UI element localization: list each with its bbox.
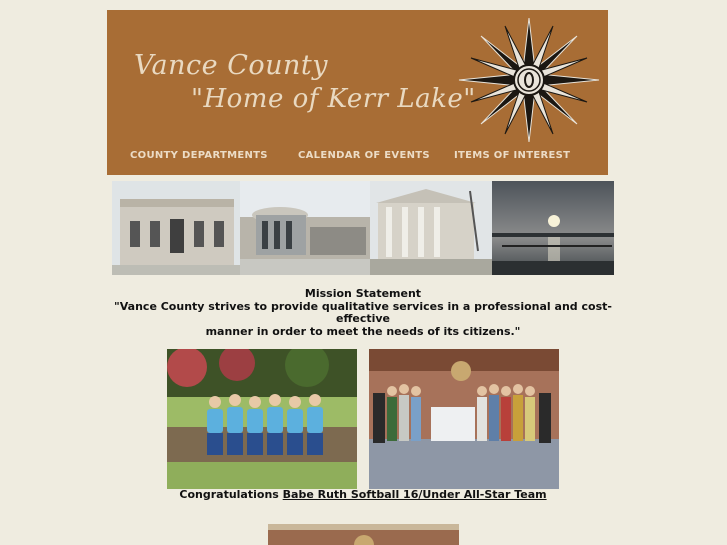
columned-building-photo: [370, 181, 492, 275]
lake-sunset-photo: [492, 181, 614, 275]
softball-team-link[interactable]: Babe Ruth Softball 16/Under All-Star Team: [282, 488, 547, 501]
courthouse-photo: [112, 181, 240, 275]
site-title-line2: "Home of Kerr Lake": [191, 84, 476, 114]
team-group-photo[interactable]: [369, 349, 559, 489]
mission-heading: Mission Statement: [304, 287, 422, 300]
caption-prefix: Congratulations: [179, 488, 283, 501]
photo-caption: [110, 488, 616, 501]
office-building-photo: [240, 181, 370, 275]
building-photo-strip: [112, 181, 614, 275]
nav-calendar-of-events[interactable]: CALENDAR OF EVENTS: [298, 150, 430, 161]
mission-statement: [110, 288, 616, 338]
compass-star-logo: [457, 12, 603, 158]
header-banner: [107, 10, 608, 175]
site-title-line1: Vance County: [134, 50, 328, 81]
mission-text-line2: manner in order to meet the needs of its citizens.": [205, 324, 521, 338]
softball-team-photo[interactable]: [167, 349, 357, 489]
next-photo-partial[interactable]: [268, 524, 459, 545]
nav-items-of-interest[interactable]: ITEMS OF INTEREST: [454, 150, 571, 161]
mission-text-line1: "Vance County strives to provide qualitative services in a professional and cost-effective: [114, 299, 612, 325]
nav-county-departments[interactable]: COUNTY DEPARTMENTS: [130, 150, 268, 161]
